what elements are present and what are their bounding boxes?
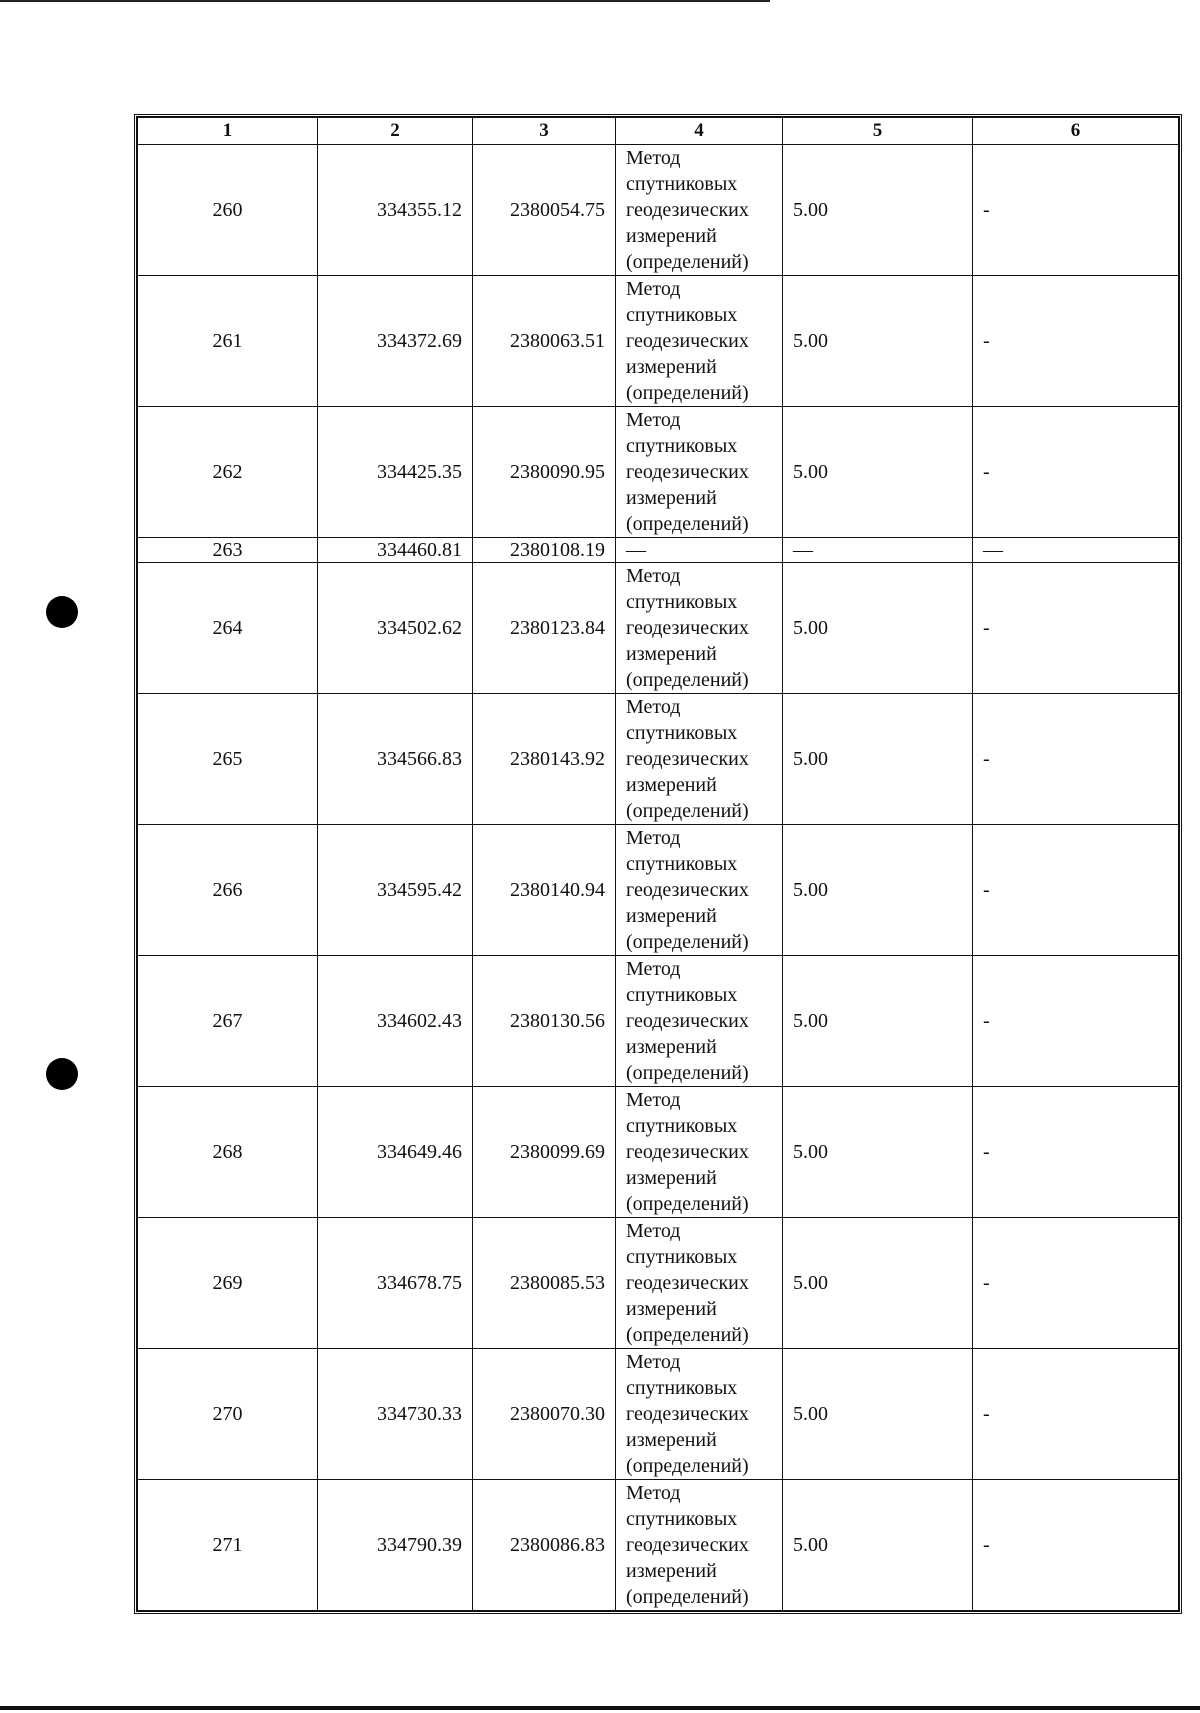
point-number: 264 [138,563,318,694]
point-number: 262 [138,407,318,538]
coordinate-y: 2380090.95 [473,407,616,538]
accuracy: 5.00 [783,694,973,825]
coordinate-x: 334678.75 [318,1218,473,1349]
accuracy: 5.00 [783,825,973,956]
accuracy: 5.00 [783,145,973,276]
determination-method: Метод спутниковых геодезических измерений (определений) [616,956,783,1087]
coordinate-y: 2380054.75 [473,145,616,276]
table-row [138,407,1179,538]
table-row [138,825,1179,956]
point-number: 269 [138,1218,318,1349]
coordinate-y: 2380099.69 [473,1087,616,1218]
note: - [973,956,1179,1087]
table-row [138,694,1179,825]
coordinate-y: 2380123.84 [473,563,616,694]
header-col-6: 6 [973,118,1179,145]
coordinate-x: 334602.43 [318,956,473,1087]
note: - [973,825,1179,956]
accuracy: 5.00 [783,276,973,407]
table-header-row [138,118,1179,145]
header-col-2: 2 [318,118,473,145]
determination-method: Метод спутниковых геодезических измерений (определений) [616,1087,783,1218]
coordinate-x: 334730.33 [318,1349,473,1480]
coordinates-table [137,117,1179,1611]
table-row [138,1087,1179,1218]
coordinate-y: 2380130.56 [473,956,616,1087]
coordinate-y: 2380143.92 [473,694,616,825]
header-col-3: 3 [473,118,616,145]
coordinate-y: 2380070.30 [473,1349,616,1480]
coordinate-y: 2380086.83 [473,1480,616,1611]
coordinate-x: 334355.12 [318,145,473,276]
point-number: 265 [138,694,318,825]
determination-method: — [616,538,783,563]
note: - [973,276,1179,407]
punch-hole-upper [46,596,78,628]
table-row [138,1480,1179,1611]
coordinate-x: 334649.46 [318,1087,473,1218]
note: - [973,563,1179,694]
point-number: 260 [138,145,318,276]
table-row [138,145,1179,276]
point-number: 268 [138,1087,318,1218]
determination-method: Метод спутниковых геодезических измерений (определений) [616,407,783,538]
note: — [973,538,1179,563]
determination-method: Метод спутниковых геодезических измерений (определений) [616,1480,783,1611]
point-number: 270 [138,1349,318,1480]
accuracy: 5.00 [783,956,973,1087]
table-row [138,956,1179,1087]
accuracy: 5.00 [783,407,973,538]
coordinates-table-frame [134,114,1182,1614]
header-col-4: 4 [616,118,783,145]
accuracy: 5.00 [783,1349,973,1480]
note: - [973,694,1179,825]
determination-method: Метод спутниковых геодезических измерений (определений) [616,694,783,825]
coordinate-y: 2380085.53 [473,1218,616,1349]
scan-edge-bottom [0,1706,1200,1710]
coordinate-x: 334425.35 [318,407,473,538]
point-number: 266 [138,825,318,956]
coordinate-x: 334790.39 [318,1480,473,1611]
note: - [973,1087,1179,1218]
header-col-1: 1 [138,118,318,145]
table-row [138,1218,1179,1349]
determination-method: Метод спутниковых геодезических измерений (определений) [616,276,783,407]
accuracy: 5.00 [783,563,973,694]
coordinate-x: 334502.62 [318,563,473,694]
coordinate-x: 334372.69 [318,276,473,407]
point-number: 271 [138,1480,318,1611]
accuracy: — [783,538,973,563]
note: - [973,1480,1179,1611]
table-row [138,276,1179,407]
table-row [138,1349,1179,1480]
table-row [138,538,1179,563]
accuracy: 5.00 [783,1087,973,1218]
point-number: 263 [138,538,318,563]
coordinate-x: 334566.83 [318,694,473,825]
punch-hole-lower [46,1058,78,1090]
note: - [973,407,1179,538]
note: - [973,1349,1179,1480]
determination-method: Метод спутниковых геодезических измерений (определений) [616,825,783,956]
point-number: 267 [138,956,318,1087]
determination-method: Метод спутниковых геодезических измерений (определений) [616,1218,783,1349]
note: - [973,145,1179,276]
determination-method: Метод спутниковых геодезических измерений (определений) [616,145,783,276]
coordinate-y: 2380140.94 [473,825,616,956]
coordinate-y: 2380063.51 [473,276,616,407]
coordinate-x: 334595.42 [318,825,473,956]
determination-method: Метод спутниковых геодезических измерений (определений) [616,563,783,694]
accuracy: 5.00 [783,1480,973,1611]
accuracy: 5.00 [783,1218,973,1349]
table-row [138,563,1179,694]
determination-method: Метод спутниковых геодезических измерений (определений) [616,1349,783,1480]
point-number: 261 [138,276,318,407]
scan-edge-top [0,0,770,2]
header-col-5: 5 [783,118,973,145]
coordinate-y: 2380108.19 [473,538,616,563]
note: - [973,1218,1179,1349]
coordinate-x: 334460.81 [318,538,473,563]
